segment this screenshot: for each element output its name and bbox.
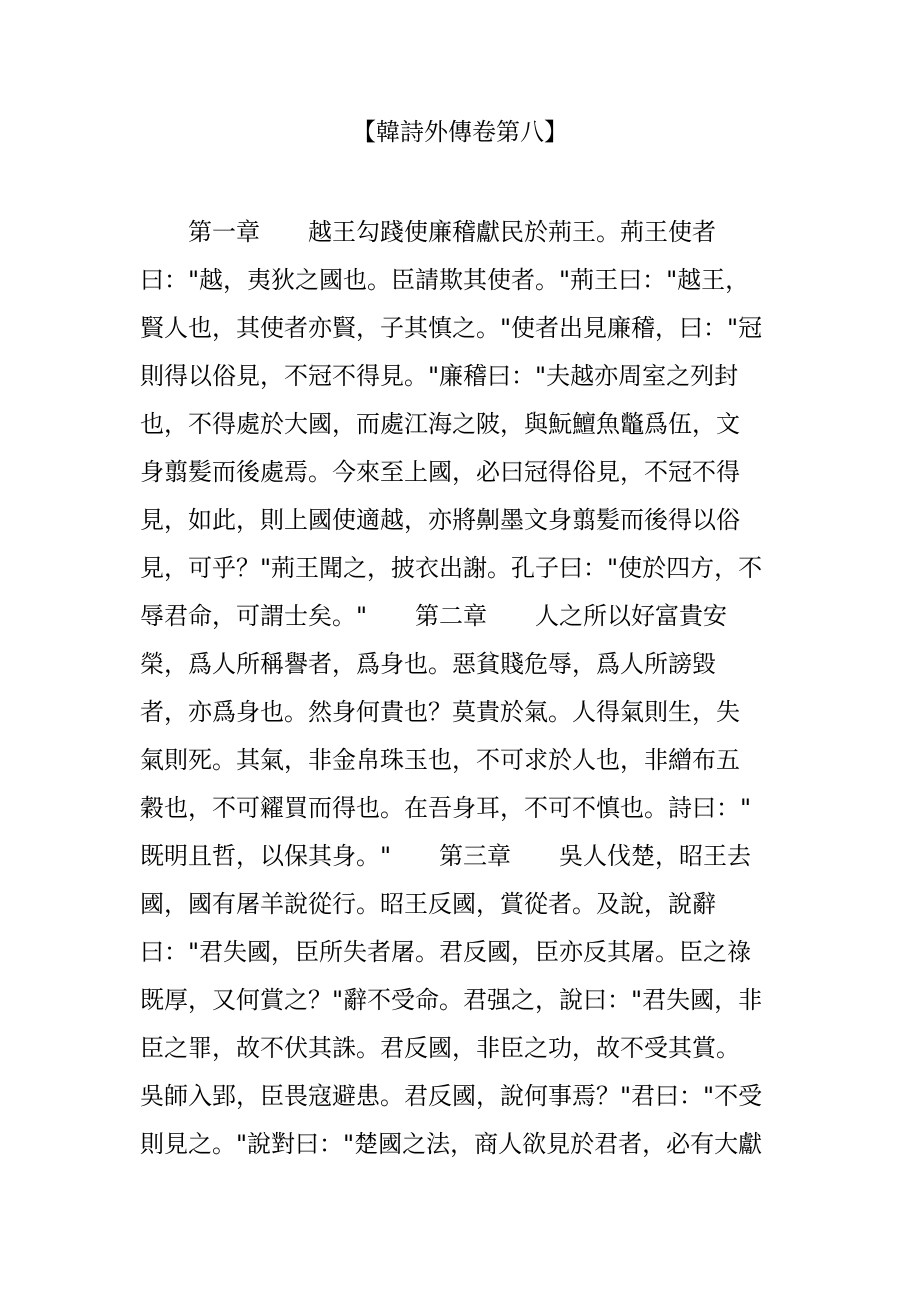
text-line-13: 穀也，不可糴買而得也。在吾身耳，不可不慎也。詩曰：" [140,794,752,822]
text-line-17: 既厚，又何賞之？"辭不受命。君强之，說曰："君失國，非 [140,986,763,1014]
text-line-3: 賢人也，其使者亦賢，子其慎之。"使者出見廉稽，曰："冠 [140,314,763,342]
text-line-10: 榮，爲人所稱譽者，爲身也。惡貧賤危辱，爲人所謗毀 [140,650,716,678]
text-line-2: 曰："越，夷狄之國也。臣請欺其使者。"荊王曰："越王， [140,266,750,294]
text-line-5: 也，不得處於大國，而處江海之陂，與魭鱣魚鼈爲伍，文 [140,410,740,438]
text-line-9: 辱君命，可謂士矣。" 第二章 人之所以好富貴安 [140,602,728,630]
text-line-18: 臣之罪，故不伏其誅。君反國，非臣之功，故不受其賞。 [140,1034,740,1062]
text-line-15: 國，國有屠羊說從行。昭王反國，賞從者。及說，說辭 [140,890,716,918]
text-line-19: 吳師入郢，臣畏寇避患。君反國，說何事焉？"君曰："不受 [140,1082,763,1110]
text-line-11: 者，亦爲身也。然身何貴也？莫貴於氣。人得氣則生，失 [140,698,740,726]
text-line-12: 氣則死。其氣，非金帛珠玉也，不可求於人也，非繒布五 [140,746,740,774]
text-line-4: 則得以俗見，不冠不得見。"廉稽曰："夫越亦周室之列封 [140,362,739,390]
text-line-14: 既明且哲，以保其身。" 第三章 吳人伐楚，昭王去 [140,842,752,870]
body-text [140,208,780,1168]
text-line-6: 身翦髪而後處焉。今來至上國，必曰冠得俗見，不冠不得 [140,458,740,486]
text-line-1: 第一章 越王勾踐使廉稽獻民於荊王。荊王使者 [140,218,716,246]
chapter-title: 【韓詩外傳卷第八】 [352,118,568,146]
text-line-16: 曰："君失國，臣所失者屠。君反國，臣亦反其屠。臣之祿 [140,938,752,966]
text-line-8: 見，可乎？"荊王聞之，披衣出謝。孔子曰："使於四方，不 [140,554,763,582]
text-line-20: 則見之。"說對曰："楚國之法，商人欲見於君者，必有大獻 [140,1130,763,1158]
text-line-7: 見，如此，則上國使適越，亦將劓墨文身翦髪而後得以俗 [140,506,740,534]
